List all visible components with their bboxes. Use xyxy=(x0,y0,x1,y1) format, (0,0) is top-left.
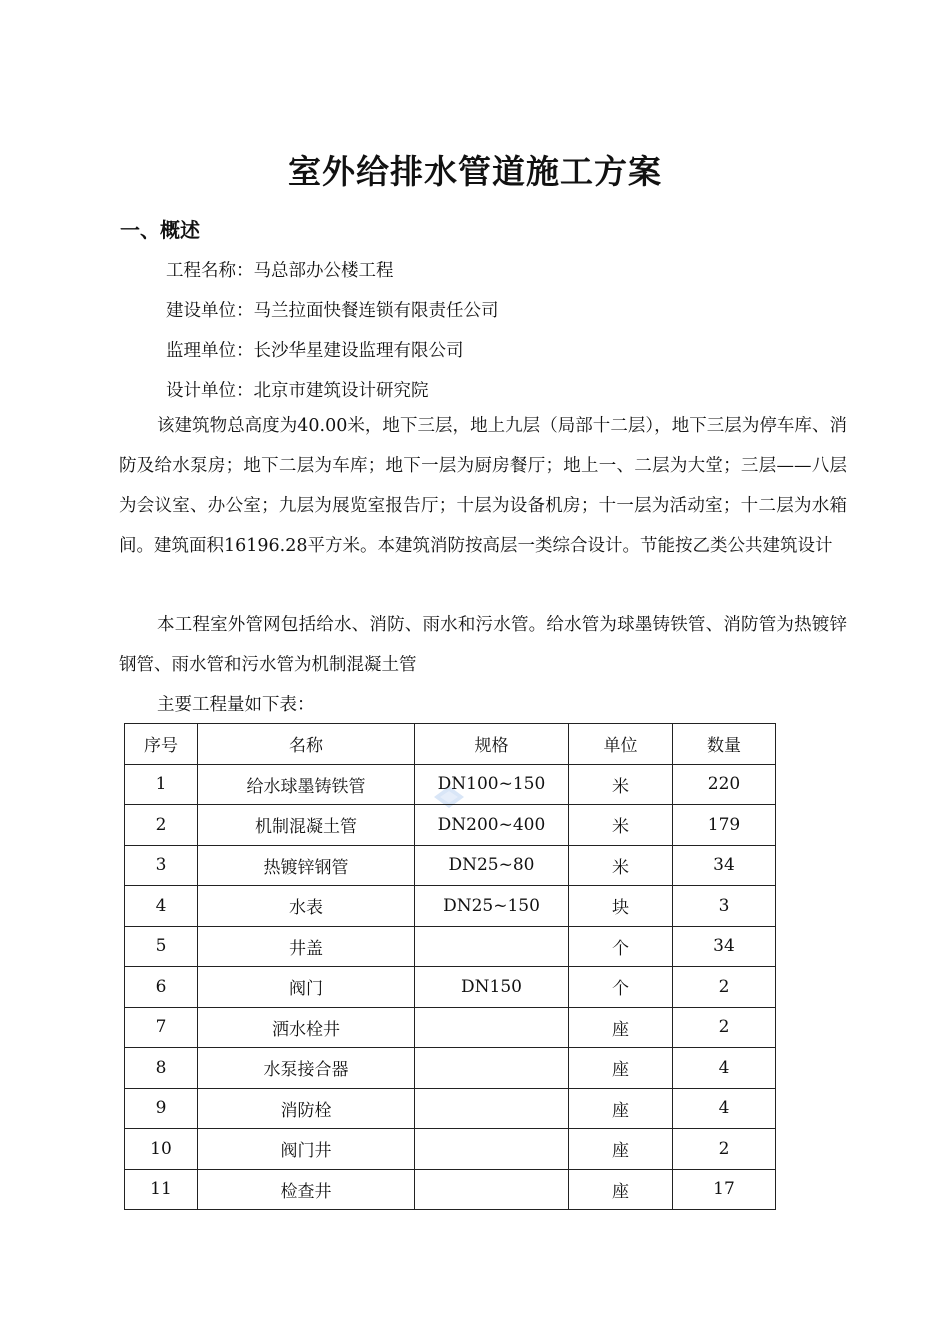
cell-no: 1 xyxy=(125,764,198,805)
table-row xyxy=(125,764,776,805)
cell-qty: 34 xyxy=(673,926,776,967)
table-row xyxy=(125,805,776,846)
header-spec: 规格 xyxy=(415,724,569,765)
cell-unit: 个 xyxy=(569,967,673,1008)
pipe-network-paragraph: 本工程室外管网包括给水、消防、雨水和污水管。给水管为球墨铸铁管、消防管为热镀锌钢管、雨水管和污水管为机制混凝土管 xyxy=(119,615,847,675)
cell-no: 8 xyxy=(125,1048,198,1089)
cell-spec: DN150 xyxy=(415,967,569,1008)
cell-qty: 17 xyxy=(673,1169,776,1210)
cell-name: 热镀锌钢管 xyxy=(198,845,415,886)
table-row xyxy=(125,1048,776,1089)
cell-name: 阀门井 xyxy=(198,1129,415,1170)
header-name: 名称 xyxy=(198,724,415,765)
document-title: 室外给排水管道施工方案 xyxy=(288,152,662,191)
supervision-unit-line: 监理单位：长沙华星建设监理有限公司 xyxy=(166,341,464,361)
cell-qty: 34 xyxy=(673,845,776,886)
cell-spec xyxy=(415,1169,569,1210)
cell-qty: 2 xyxy=(673,1129,776,1170)
cell-no: 2 xyxy=(125,805,198,846)
cell-spec: DN200~400 xyxy=(415,805,569,846)
cell-unit: 座 xyxy=(569,1088,673,1129)
cell-name: 阀门 xyxy=(198,967,415,1008)
cell-unit: 座 xyxy=(569,1007,673,1048)
cell-spec xyxy=(415,1048,569,1089)
section-heading-overview: 一、概述 xyxy=(120,218,200,242)
cell-unit: 米 xyxy=(569,764,673,805)
cell-spec xyxy=(415,1007,569,1048)
cell-name: 井盖 xyxy=(198,926,415,967)
cell-spec: DN100~150 xyxy=(415,764,569,805)
table-row xyxy=(125,967,776,1008)
cell-qty: 3 xyxy=(673,886,776,927)
cell-name: 消防栓 xyxy=(198,1088,415,1129)
cell-unit: 座 xyxy=(569,1129,673,1170)
cell-no: 10 xyxy=(125,1129,198,1170)
cell-no: 11 xyxy=(125,1169,198,1210)
cell-qty: 2 xyxy=(673,1007,776,1048)
cell-qty: 4 xyxy=(673,1048,776,1089)
cell-spec xyxy=(415,1129,569,1170)
cell-name: 机制混凝土管 xyxy=(198,805,415,846)
cell-unit: 米 xyxy=(569,845,673,886)
cell-no: 7 xyxy=(125,1007,198,1048)
cell-spec xyxy=(415,926,569,967)
header-qty: 数量 xyxy=(673,724,776,765)
cell-qty: 4 xyxy=(673,1088,776,1129)
cell-no: 3 xyxy=(125,845,198,886)
cell-spec: DN25~150 xyxy=(415,886,569,927)
cell-name: 检查井 xyxy=(198,1169,415,1210)
cell-qty: 220 xyxy=(673,764,776,805)
construction-unit-line: 建设单位：马兰拉面快餐连锁有限责任公司 xyxy=(166,301,499,321)
cell-unit: 个 xyxy=(569,926,673,967)
table-caption: 主要工程量如下表： xyxy=(157,695,315,715)
design-unit-line: 设计单位：北京市建筑设计研究院 xyxy=(166,381,429,401)
header-unit: 单位 xyxy=(569,724,673,765)
cell-qty: 2 xyxy=(673,967,776,1008)
table-row xyxy=(125,886,776,927)
table-row xyxy=(125,926,776,967)
table-row xyxy=(125,1129,776,1170)
table-row xyxy=(125,1169,776,1210)
cell-unit: 座 xyxy=(569,1169,673,1210)
cell-name: 水泵接合器 xyxy=(198,1048,415,1089)
table-row xyxy=(125,845,776,886)
table-row xyxy=(125,1088,776,1129)
table-header-row xyxy=(125,724,776,765)
cell-no: 9 xyxy=(125,1088,198,1129)
cell-spec xyxy=(415,1088,569,1129)
cell-spec: DN25~80 xyxy=(415,845,569,886)
cell-qty: 179 xyxy=(673,805,776,846)
cell-unit: 米 xyxy=(569,805,673,846)
quantity-table xyxy=(124,723,776,1210)
cell-name: 给水球墨铸铁管 xyxy=(198,764,415,805)
cell-no: 6 xyxy=(125,967,198,1008)
cell-no: 5 xyxy=(125,926,198,967)
project-name-line: 工程名称：马总部办公楼工程 xyxy=(166,261,394,281)
building-description-paragraph: 该建筑物总高度为40.00米，地下三层，地上九层（局部十二层），地下三层为停车库、消防及给水泵房；地下二层为车库；地下一层为厨房餐厅；地上一、二层为大堂；三层——八层为会议室、办公室；九层为展览室报告厅；十层为设备机房；十一层为活动室；十二层为水箱间。建筑面积16196.28平方米。本建筑消防按高层一类综合设计。节能按乙类公共建筑设计 xyxy=(119,416,847,556)
table-row xyxy=(125,1007,776,1048)
cell-unit: 块 xyxy=(569,886,673,927)
cell-name: 水表 xyxy=(198,886,415,927)
cell-no: 4 xyxy=(125,886,198,927)
cell-unit: 座 xyxy=(569,1048,673,1089)
cell-name: 洒水栓井 xyxy=(198,1007,415,1048)
header-no: 序号 xyxy=(125,724,198,765)
